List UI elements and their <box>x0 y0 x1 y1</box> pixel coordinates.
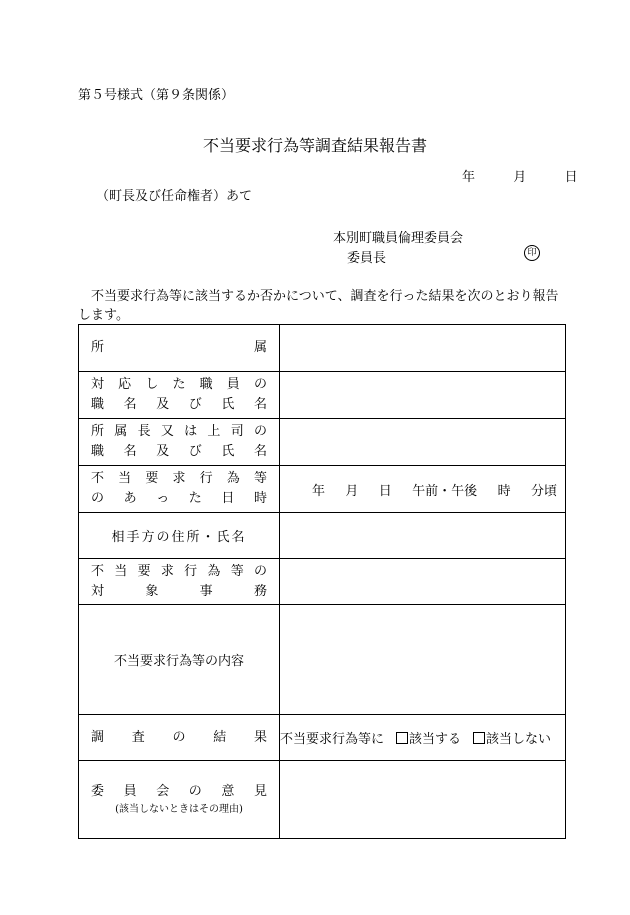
label-char: 氏 <box>221 397 235 412</box>
form-number: 第５号様式（第９条関係） <box>78 88 235 103</box>
row-other-party <box>79 513 566 559</box>
label-char: た <box>172 377 186 392</box>
label-char: び <box>188 397 202 412</box>
label-char: 所 <box>91 340 105 355</box>
row-staff <box>79 372 566 419</box>
datetime-month: 月 <box>345 483 359 499</box>
label-char: 等 <box>253 471 267 486</box>
row-opinion <box>79 761 566 839</box>
label-char: 及 <box>156 444 170 459</box>
value-other-party[interactable] <box>280 513 566 559</box>
label-char: 職 <box>91 444 105 459</box>
value-target[interactable] <box>280 559 566 605</box>
label-char: 又 <box>160 424 174 439</box>
datetime-year: 年 <box>312 483 326 499</box>
seal-mark: 印 <box>524 245 540 261</box>
label-char: 結 <box>213 729 227 745</box>
intro-text: 不当要求行為等に該当するか否かについて、調査を行った結果を次のとおり報告します。 <box>78 289 559 323</box>
label-char: 所 <box>91 424 105 439</box>
label-char: 日 <box>221 491 235 506</box>
label-supervisor <box>79 419 280 466</box>
label-char: 要 <box>145 471 159 486</box>
committee-name: 本別町職員倫理委員会 <box>333 231 464 246</box>
label-char: 及 <box>156 397 170 412</box>
label-char: 時 <box>253 491 267 506</box>
label-char: 員 <box>226 377 240 392</box>
label-char: 調 <box>91 729 105 745</box>
label-char: 不 <box>91 563 105 579</box>
label-char: 対 <box>91 583 105 599</box>
label-char: 司 <box>230 424 244 439</box>
datetime-am-pm: 午前・午後 <box>412 483 478 499</box>
label-char: 果 <box>253 729 267 745</box>
label-char: 見 <box>253 783 267 799</box>
label-char: 対 <box>91 377 105 392</box>
label-char: の <box>253 424 267 439</box>
label-char: の <box>253 563 267 579</box>
value-supervisor[interactable] <box>280 419 566 466</box>
label-char: 上 <box>207 424 221 439</box>
label-char: 為 <box>226 471 240 486</box>
date-line <box>462 166 578 185</box>
row-supervisor <box>79 419 566 466</box>
checkbox-not-applicable[interactable] <box>473 732 485 744</box>
result-option-not-applicable: 該当しない <box>486 732 552 747</box>
label-char: 求 <box>160 563 174 579</box>
label-char: 名 <box>123 397 137 412</box>
label-char: 会 <box>156 783 170 799</box>
label-char: 為 <box>207 563 221 579</box>
value-datetime[interactable] <box>280 466 566 513</box>
row-affiliation <box>79 325 566 372</box>
label-char: し <box>145 377 159 392</box>
label-content: 不当要求行為等の内容 <box>79 605 280 715</box>
label-char: 名 <box>253 444 267 459</box>
label-char: 委 <box>91 783 105 799</box>
label-char: 事 <box>199 583 213 599</box>
label-char: 氏 <box>221 444 235 459</box>
checkbox-applicable[interactable] <box>396 732 408 744</box>
result-option-applicable: 該当する <box>409 732 462 747</box>
label-char: 長 <box>137 424 151 439</box>
value-affiliation[interactable] <box>280 325 566 372</box>
value-opinion[interactable] <box>280 761 566 839</box>
result-prefix: 不当要求行為等に <box>280 732 385 747</box>
label-result <box>79 715 280 761</box>
label-char: の <box>91 491 105 506</box>
label-char: 名 <box>123 444 137 459</box>
label-char: 名 <box>253 397 267 412</box>
label-char: び <box>188 444 202 459</box>
label-char: 属 <box>114 424 128 439</box>
label-char: あ <box>123 491 137 506</box>
label-char: 務 <box>253 583 267 599</box>
label-opinion <box>79 761 280 839</box>
value-staff[interactable] <box>280 372 566 419</box>
label-char: 属 <box>253 340 267 355</box>
document-title: 不当要求行為等調査結果報告書 <box>202 136 427 155</box>
label-char: た <box>188 491 202 506</box>
label-char: 不 <box>91 471 105 486</box>
row-result <box>79 715 566 761</box>
label-char: 行 <box>199 471 213 486</box>
label-char: 等 <box>230 563 244 579</box>
value-result <box>280 715 566 761</box>
date-month-label: 月 <box>513 170 527 185</box>
label-char: は <box>184 424 198 439</box>
row-target <box>79 559 566 605</box>
opinion-note: (該当しないときはその理由) <box>115 803 243 815</box>
value-content[interactable] <box>280 605 566 715</box>
label-char: 員 <box>123 783 137 799</box>
label-staff <box>79 372 280 419</box>
label-char: 意 <box>221 783 235 799</box>
label-char: 行 <box>184 563 198 579</box>
label-char: 当 <box>118 471 132 486</box>
datetime-minute: 分頃 <box>530 483 557 499</box>
row-datetime <box>79 466 566 513</box>
datetime-hour: 時 <box>497 483 511 499</box>
label-char: 当 <box>114 563 128 579</box>
addressee: （町長及び任命権者）あて <box>96 189 253 204</box>
label-char: 応 <box>118 377 132 392</box>
report-table <box>78 324 566 839</box>
label-char: 査 <box>131 729 145 745</box>
label-datetime <box>79 466 280 513</box>
label-char: の <box>188 783 202 799</box>
label-affiliation <box>79 325 280 372</box>
label-char: の <box>253 377 267 392</box>
label-other-party: 相手方の住所・氏名 <box>79 513 280 559</box>
label-target <box>79 559 280 605</box>
label-char: の <box>172 729 186 745</box>
row-content <box>79 605 566 715</box>
label-char: 職 <box>199 377 213 392</box>
date-day-label: 日 <box>564 170 578 185</box>
label-char: 要 <box>137 563 151 579</box>
label-char: 象 <box>145 583 159 599</box>
date-year-label: 年 <box>462 170 476 185</box>
label-char: っ <box>156 491 170 506</box>
datetime-day: 日 <box>378 483 392 499</box>
chair-label: 委員長 <box>347 251 387 266</box>
label-char: 職 <box>91 397 105 412</box>
label-char: 求 <box>172 471 186 486</box>
